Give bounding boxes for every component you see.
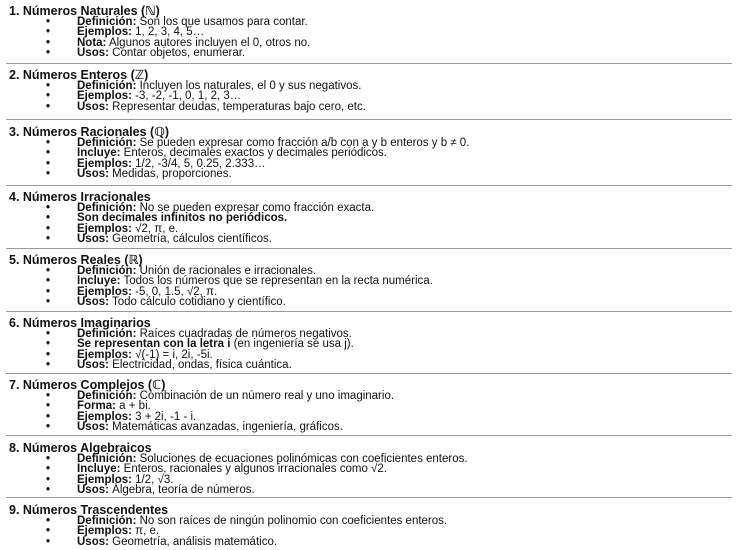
item-label: Usos: (77, 484, 109, 497)
item-label: Ejemplos: (77, 26, 132, 39)
section-title: 3. Números Racionales (ℚ) (9, 125, 169, 139)
section-reales (6, 249, 732, 312)
section-racionales (6, 120, 732, 186)
item-label: Ejemplos: (77, 410, 132, 423)
item-text: a + bi. (115, 400, 151, 413)
section-title: 1. Números Naturales (ℕ) (9, 4, 160, 18)
item-text: Electricidad, ondas, física cuántica. (108, 359, 292, 372)
item-list (6, 266, 732, 308)
item-label: Ejemplos: (77, 157, 132, 170)
item-text: Medidas, proporciones. (108, 168, 232, 181)
item-label: Usos: (77, 168, 109, 181)
section-complejos (6, 374, 732, 436)
item-text: Geometría, análisis matemático. (108, 535, 278, 548)
item-label: Son decimales infinitos no periódicos. (77, 212, 288, 225)
item-label: Incluye: (77, 463, 121, 476)
item-text: No son raíces de ningún polinomio con coeficientes enteros. (136, 515, 448, 527)
item-list (6, 516, 732, 547)
item-text: Soluciones de ecuaciones polinómicas con coeficientes enteros. (136, 453, 468, 465)
item-list (6, 454, 732, 496)
list-item (6, 485, 732, 495)
item-label: Ejemplos: (77, 473, 132, 486)
section-naturales (6, 3, 732, 64)
list-item (6, 102, 732, 112)
item-text: -5, 0, 1.5, √2, π. (131, 285, 218, 298)
section-title: 6. Números Imaginarios (9, 316, 151, 330)
item-label: Ejemplos: (77, 525, 132, 538)
item-label: Definición: (77, 202, 137, 214)
item-text: Se pueden expresar como fracción a/b con a y b enteros y b ≠ 0. (136, 137, 470, 149)
item-label: Definición: (77, 453, 137, 465)
item-list (6, 203, 732, 245)
item-text: √2, π, e. (131, 222, 179, 235)
item-label: Usos: (77, 47, 109, 60)
item-text: Algunos autores incluyen el 0, otros no. (106, 36, 311, 49)
item-text: Enteros, racionales y algunos irracionales como √2. (120, 463, 387, 476)
section-title: 9. Números Trascendentes (9, 503, 169, 517)
section-trascendentes (6, 498, 732, 550)
list-item (6, 422, 732, 432)
item-label: Definición: (77, 390, 137, 402)
section-imaginarios (6, 312, 732, 374)
item-text: 3 + 2i, -1 - i. (131, 410, 197, 423)
item-text: Matemáticas avanzadas, ingeniería, gráficos. (108, 421, 343, 434)
item-text: Representar deudas, temperaturas bajo cero, etc. (108, 100, 366, 113)
list-item (6, 169, 732, 179)
item-label: Definición: (77, 265, 137, 277)
item-label: Usos: (77, 233, 109, 246)
item-text: Todo cálculo cotidiano y científico. (108, 296, 286, 309)
item-list (6, 329, 732, 371)
item-label: Usos: (77, 296, 109, 309)
item-label: Definición: (77, 80, 137, 92)
item-label: Forma: (77, 400, 116, 413)
item-label: Definición: (77, 328, 137, 340)
section-title: 7. Números Complejos (ℂ) (9, 378, 166, 392)
item-label: Definición: (77, 16, 137, 28)
item-text: 1/2, √3. (131, 473, 174, 486)
item-text: No se pueden expresar como fracción exacta. (136, 202, 375, 214)
list-item (6, 360, 732, 370)
item-text: Incluyen los naturales, el 0 y sus negativos. (136, 80, 362, 92)
section-title: 5. Números Reales (ℝ) (9, 253, 143, 267)
item-list (6, 17, 732, 59)
item-text: Todos los números que se representan en la recta numérica. (120, 275, 433, 288)
section-enteros (6, 64, 732, 120)
item-list (6, 391, 732, 433)
section-algebraicos (6, 436, 732, 498)
item-list (6, 138, 732, 180)
item-label: Usos: (77, 100, 109, 113)
item-text: Enteros, decimales exactos y decimales periódicos. (120, 147, 388, 160)
item-text: π, e. (131, 525, 160, 538)
item-text: Geometría, cálculos científicos. (108, 233, 272, 246)
item-label: Incluye: (77, 147, 121, 160)
item-text: Raíces cuadradas de números negativos. (136, 328, 352, 340)
list-item (6, 537, 732, 547)
item-text: 1/2, -3/4, 5, 0.25, 2.333… (131, 157, 266, 170)
list-item (6, 48, 732, 58)
item-text: Álgebra, teoría de números. (108, 484, 255, 497)
item-text: Combinación de un número real y uno imaginario. (136, 390, 395, 402)
item-text: √(-1) = i, 2i, -5i. (131, 348, 213, 361)
item-text: 1, 2, 3, 4, 5… (131, 26, 205, 39)
section-irracionales (6, 186, 732, 249)
item-label: Nota: (77, 36, 107, 49)
section-title: 4. Números Irracionales (9, 190, 151, 204)
item-label: Definición: (77, 515, 137, 527)
item-list (6, 81, 732, 112)
list-item (6, 234, 732, 244)
section-title: 2. Números Enteros (ℤ) (9, 68, 149, 82)
item-label: Usos: (77, 359, 109, 372)
item-text: Unión de racionales e irracionales. (136, 265, 317, 277)
item-label: Ejemplos: (77, 90, 132, 103)
item-text: -3, -2, -1, 0, 1, 2, 3… (131, 90, 242, 103)
section-title: 8. Números Algebraicos (9, 441, 152, 455)
item-label: Usos: (77, 535, 109, 548)
item-label: Ejemplos: (77, 348, 132, 361)
item-label: Ejemplos: (77, 285, 132, 298)
item-text: Son los que usamos para contar. (136, 16, 308, 28)
item-label: Ejemplos: (77, 222, 132, 235)
list-item (6, 297, 732, 307)
item-text: (en ingeniería se usa j). (230, 338, 354, 351)
item-text: Contar objetos, enumerar. (108, 47, 246, 60)
item-label: Se representan con la letra i (77, 338, 231, 351)
item-label: Definición: (77, 137, 137, 149)
item-label: Usos: (77, 421, 109, 434)
item-label: Incluye: (77, 275, 121, 288)
